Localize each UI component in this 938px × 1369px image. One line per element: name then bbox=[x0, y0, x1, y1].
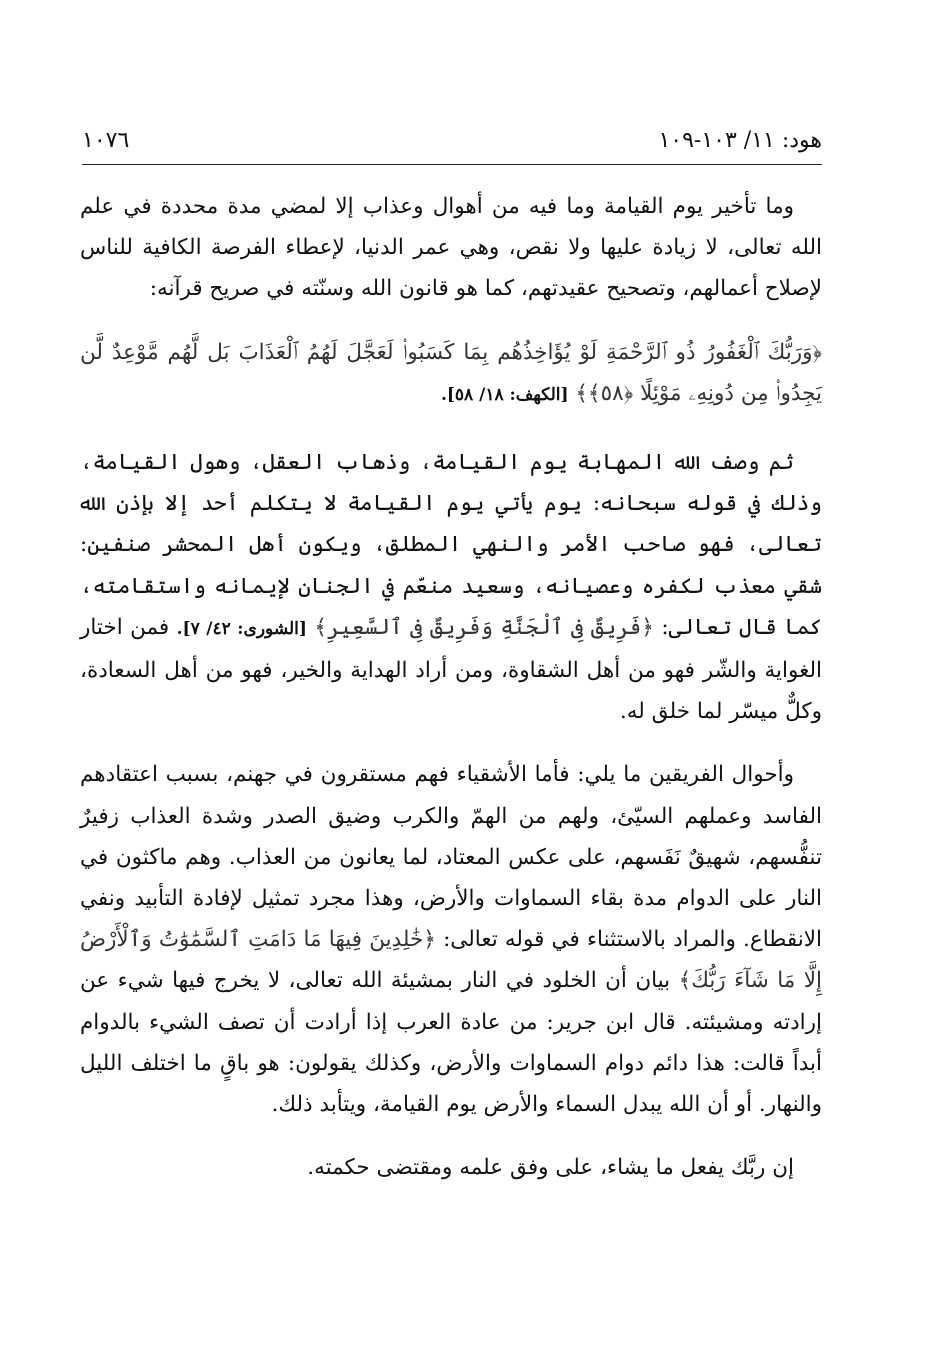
quran-verse: ﴿وَرَبُّكَ ٱلْغَفُورُ ذُو ٱلرَّحْمَةِ لَوْ يُؤَاخِذُهُم بِمَا كَسَبُوا۟ لَعَجَّلَ لَهُمُ ٱلْعَذَابَ بَل لَّهُم مَّوْعِدٌ لَّن يَجِدُوا۟ مِن دُونِهِۦ مَوْئِلًا ﴿٥٨﴾﴾ bbox=[80, 339, 822, 406]
page-header bbox=[82, 128, 822, 164]
surah-reference: هود: ١١/ ١٠٣-١٠٩ bbox=[658, 128, 822, 153]
closing-line: إن ربَّك يفعل ما يشاء، على وفق علمه ومقتضى حكمته. bbox=[307, 1155, 794, 1181]
paragraph-2-text-before: ثم وصف الله المهابة يوم القيامة، وذهاب العقل، وهول القيامة، وذلك في قوله سبحانه: يوم يأتي يوم القيامة لا يتكلم أحد إلا بإذن الله تعالى، فهو صاحب الأمر والنهي المطلق، ويكون أهل المحشر صنفين: شقي معذب لكفره وعصيانه، وسعيد منعّم في الجنان لإيمانه واستقامته، كما قال تعالى: bbox=[80, 450, 823, 640]
verse-citation: [الشورى: ٤٢/ ٧]. bbox=[176, 618, 307, 639]
quran-verse: ﴿خَٰلِدِينَ فِيهَا مَا دَامَتِ ٱلسَّمَٰوَٰتُ وَٱلْأَرْضُ إِلَّا مَا شَآءَ رَبُّكَ﴾ bbox=[80, 927, 822, 994]
paragraph-2-text-after: فمن اختار الغواية والشّر فهو من أهل الشقاوة، ومن أراد الهداية والخير، فهو من أهل السعادة، وكلٌّ ميسّر لما خلق له. bbox=[80, 614, 822, 725]
quran-verse: ﴿فَرِيقٌ فِى ٱلْجَنَّةِ وَفَرِيقٌ فِى ٱلسَّعِيرِ﴾ bbox=[314, 614, 654, 640]
paragraph-2 bbox=[80, 442, 822, 732]
paragraph-3-text-after: بيان أن الخلود في النار بمشيئة الله تعالى، لا يخرج فيها شيء عن إرادته ومشيئته. قال ابن جرير: من عادة العرب إذا أرادت أن تصف الشيء بالدوام أبداً قالت: هذا دائم دوام السماوات والأرض، وكذلك يقولون: هو باقٍ ما اختلف الليل والنهار. أو أن الله يبدل السماء والأرض يوم القيامة، ويتأبد ذلك. bbox=[80, 968, 822, 1118]
page-body bbox=[80, 186, 822, 1210]
paragraph-1: وما تأخير يوم القيامة وما فيه من أهوال وعذاب إلا لمضي مدة محددة في علم الله تعالى، لا زيادة عليها ولا نقص، وهي عمر الدنيا، لإعطاء الفرصة الكافية للناس لإصلاح أعمالهم، وتصحيح عقيدتهم، كما هو قانون الله وسنّته في صريح قرآنه: bbox=[80, 194, 822, 302]
verse-citation: [الكهف: ١٨/ ٥٨]. bbox=[440, 384, 569, 405]
quran-quote-kahf bbox=[80, 332, 822, 416]
header-divider bbox=[82, 164, 822, 165]
page-number: ١٠٧٦ bbox=[82, 128, 130, 153]
paragraph-3-text-before: وأحوال الفريقين ما يلي: فأما الأشقياء فهم مستقرون في جهنم، بسبب اعتقادهم الفاسد وعملهم السيّئ، ولهم من الهمّ والكرب وضيق الصدر وشدة العذاب زفيرٌ تنفُّسهم، شهيقٌ نَفَسهم، على عكس المعتاد، لما يعانون من العذاب. وهم ماكثون في النار على الدوام مدة بقاء السماوات والأرض، وهذا مجرد تمثيل لإفادة التأبيد ونفي الانقطاع. والمراد بالاستثناء في قوله تعالى: bbox=[80, 762, 822, 953]
paragraph-3 bbox=[80, 754, 822, 1125]
